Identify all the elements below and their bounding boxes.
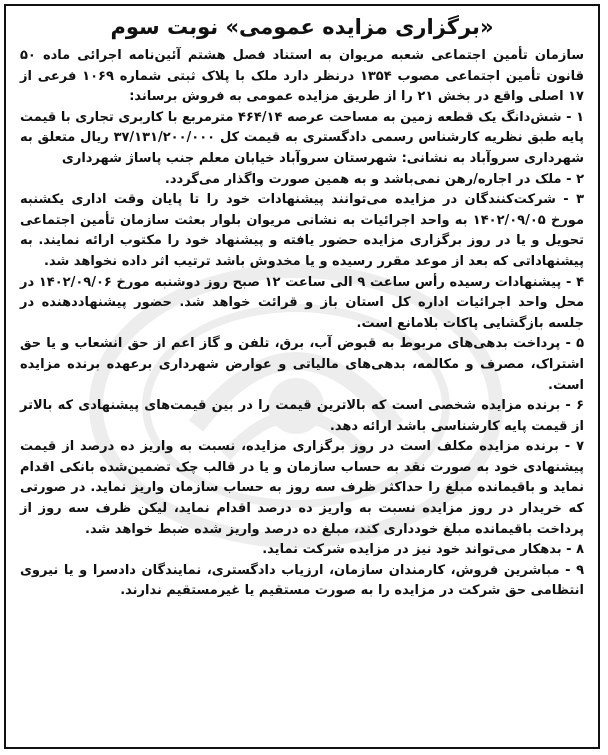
notice-frame bbox=[4, 4, 600, 749]
condition-item-5: ۵ - پرداخت بدهی‌های مربوط به قبوض آب، برق، تلفن و گاز اعم از حق انشعاب و یا حق اشتراک، مصرف و مکالمه، بدهی‌های مالیاتی و عوارض شهرداری برعهده برنده مزایده است. bbox=[20, 336, 584, 393]
intro-paragraph: سازمان تأمین اجتماعی شعبه مریوان به استناد فصل هشتم آئین‌نامه اجرائی ماده ۵۰ قانون تأمین اجتماعی مصوب ۱۳۵۴ درنظر دارد ملک با پلاک ثبتی شماره ۱۰۶۹ فرعی از ۱۷ اصلی واقع در بخش ۲۱ را از طریق مزایده عمومی به فروش برساند: bbox=[20, 48, 584, 105]
condition-item-7: ۷ - برنده مزایده مکلف است در روز برگزاری مزایده، نسبت به واریز ده درصد از قیمت پیشنهادی خود به صورت نقد به حساب سازمان و یا در قالب چک تضمین‌شده بانکی اقدام نماید و باقیمانده مبلغ را حداکثر ظرف سه روز به حساب سازمان واریز نماید. در صورتی که خریدار در روز مزایده نسبت به واریز ده درصد اقدام نماید، لیکن ظرف سه روز از پرداخت باقیمانده مبلغ خودداری کند، مبلغ ده درصد واریز شده ضبط خواهد شد. bbox=[20, 439, 584, 537]
condition-item-2: ۲ - ملک در اجاره/رهن نمی‌باشد و به همین صورت واگذار می‌گردد. bbox=[164, 171, 584, 187]
condition-item-8: ۸ - بدهکار می‌تواند خود نیز در مزایده شرکت نماید. bbox=[262, 542, 584, 558]
condition-item-1: ۱ - شش‌دانگ یک قطعه زمین به مساحت عرصه ۴۶۴/۱۴ مترمربع با کاربری تجاری با قیمت پایه طبق نظریه کارشناس رسمی دادگستری به قیمت کل ۳۷/۱۳۱/۲۰۰/۰۰۰ ریال متعلق به شهرداری سروآباد به نشانی: شهرستان سروآباد خیابان معلم جنب پاساژ شهرداری bbox=[20, 109, 584, 166]
condition-item-3: ۳ - شرکت‌کنندگان در مزایده می‌توانند پیشنهادات خود را تا پایان وقت اداری یکشنبه مورخ ۱۴۰۲/۰۹/۰۵ به واحد اجرائیات به نشانی مریوان بلوار بعثت سازمان تأمین اجتماعی تحویل و یا در روز برگزاری مزایده حضور یافته و پیشنهاد خود را مکتوب ارائه نمایند. به پیشنهاداتی که بعد از موعد مقرر رسیده و یا مخدوش باشد ترتیب اثر داده نخواهد شد. bbox=[20, 192, 585, 269]
condition-item-4: ۴ - پیشنهادات رسیده رأس ساعت ۹ الی ساعت ۱۲ صبح روز دوشنبه مورخ ۱۴۰۲/۰۹/۰۶ در محل واحد اجرائیات اداره کل استان باز و قرائت خواهد شد. حضور پیشنهاددهنده در جلسه بازگشایی پاکات بلامانع است. bbox=[20, 274, 585, 331]
notice-body bbox=[20, 12, 584, 743]
notice-title: «برگزاری مزایده عمومی» نوبت سوم bbox=[110, 15, 494, 39]
condition-item-6: ۶ - برنده مزایده شخصی است که بالاترین قیمت را در بین قیمت‌های پیشنهادی که بالاتر از قیمت پایه کارشناسی باشد ارائه دهد. bbox=[20, 398, 584, 434]
condition-item-9: ۹ - مباشرین فروش، کارمندان سازمان، ارزیاب دادگستری، نمایندگان دادسرا و یا نیروی انتظامی حق شرکت در مزایده را به صورت مستقیم یا غیرمستقیم ندارند. bbox=[20, 562, 584, 599]
